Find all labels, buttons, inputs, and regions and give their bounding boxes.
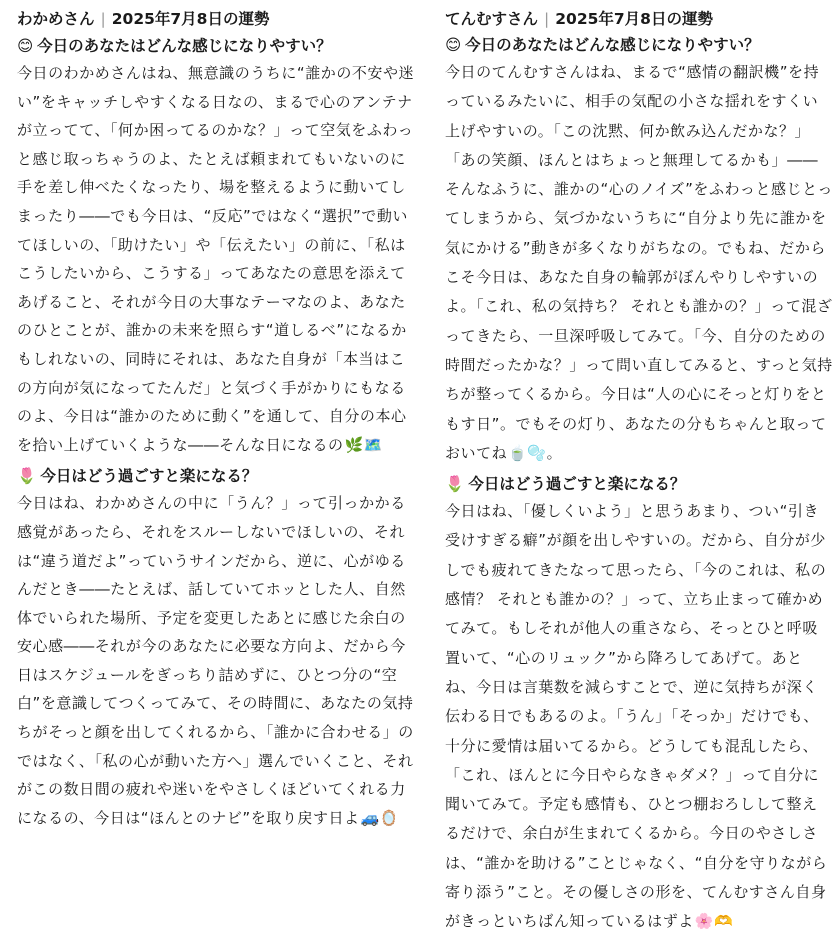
person-name: てんむすさん [445,10,539,28]
flower-hands-emoji: 🌸🫶 [694,912,734,931]
section-heading-text: 今日のあなたはどんな感じになりやすい？ [37,37,332,55]
section-heading-text: 今日のあなたはどんな感じになりやすい？ [465,36,760,54]
advice-paragraph [445,497,833,936]
paragraph-text: 今日はね、「優しくいよう」と思うあまり、つい“引き受けすぎる癖”が顔を出しやすいの。だから、自分が少しでも疲れてきたなって思ったら、「今のこれは、私の感情？ それとも誰かの？」って、立ち止まって確かめてみて。もしそれが他人の重さなら、そっとひと呼吸置いて、“心のリュック”から降ろしてあげて。あとね、今日は言葉数を減らすことで、逆に気持ちが深く伝わる日でもあるのよ。「うん」「そっか」だけでも、十分に愛情は届いてるから。どうしても混乱したら、「これ、ほんとに今日やらなきゃダメ？」って自分に聞いてみて。予定も感情も、ひとつ棚おろしして整えるだけで、余白が生まれてくるから。今日のやさしさは、“誰かを助ける”ことじゃなく、“自分を守りながら寄り添う”こと。その優しさの形を、てんむすさん自身がきっといちばん知っているはずよ [445,502,828,931]
fortune-paragraph [445,58,833,468]
paragraph-text: 今日のてんむすさんはね、まるで“感情の翻訳機”を持っているみたいに、相手の気配の小さな揺れをすくい上げやすいの。「この沈黙、何か飲み込んだかな？」「あの笑顔、ほんとはちょっと無理してるかも」――そんなふうに、誰かの“心のノイズ”をふわっと感じとってしまうから、気づかないうちに“自分より先に誰かを気にかける”動きが多くなりがちなの。でもね、だからこそ今日は、あなた自身の輪郭がぼんやりしやすいのよ。「これ、私の気持ち？ それとも誰かの？」って混ざってきたら、一旦深呼吸してみて。「今、自分のための時間だったかな？」って問い直してみると、すっと気持ちが整ってくるから。今日は“人の心にそっと灯りをともす日”。でもその灯り、あなたの分もちゃんと取っておいてね [445,63,833,462]
column-header [17,9,417,29]
section-heading-text: 今日はどう過ごすと楽になる？ [40,467,258,486]
smiling-face-icon: 😊 [445,36,462,54]
fortune-date: 2025年7月8日の運勢 [555,10,713,28]
section-heading-advice [445,474,833,494]
fortune-column-wakame [17,0,417,827]
leaf-map-emoji: 🌿🗺️ [344,435,384,454]
column-header [445,9,833,29]
car-mirror-emoji: 🚙🪞 [360,808,400,827]
smiling-face-icon: 😊 [17,37,34,55]
section-heading-advice [17,466,417,486]
tulip-icon: 🌷 [445,475,465,494]
tea-bubbles-emoji: 🍵🫧。 [508,443,563,462]
fortune-paragraph [17,59,417,459]
person-name: わかめさん [17,10,95,28]
tulip-icon: 🌷 [17,467,37,486]
paragraph-text: 今日のわかめさんはね、無意識のうちに“誰かの不安や迷い”をキャッチしやすくなる日なの、まるで心のアンテナが立ってて、「何か困ってるのかな？」って空気をふわっと感じ取っちゃうのよ、たとえば頼まれてもいないのに手を差し伸べたくなったり、場を整えるように動いてしまったり――でも今日は、“反応”ではなく“選択”で動いてほしいの、「助けたい」や「伝えたい」の前に、「私はこうしたいから、こうする」ってあなたの意思を添えてあげること、それが今日の大事なテーマなのよ、あなたのひとことが、誰かの未来を照らす“道しるべ”になるかもしれないの、同時にそれは、あなた自身が「本当はこの方向が気になってたんだ」と気づく手がかりにもなるのよ、今日は“誰かのために動く”を通して、自分の本心を拾い上げていくような――そんな日になるの [17,64,415,454]
fortune-column-tenmusu [445,0,833,931]
header-separator: | [100,10,106,28]
advice-paragraph [17,489,417,832]
header-separator: | [544,10,550,28]
fortune-date: 2025年7月8日の運勢 [111,10,270,28]
section-heading-feeling [445,35,833,55]
section-heading-text: 今日はどう過ごすと楽になる？ [468,475,686,494]
paragraph-text: 今日はね、わかめさんの中に「うん？」って引っかかる感覚があったら、それをスルーしないでほしいの、それは“違う道だよ”っていうサインだから、逆に、心がゆるんだとき――たとえば、話していてホッとした人、自然体でいられた場所、予定を変更したあとに感じた余白の安心感――それが今のあなたに必要な方向よ、だから今日はスケジュールをぎっちり詰めずに、ひとつ分の“空白”を意識してつくってみて、その時間に、あなたの気持ちがそっと顔を出してくれるから、「誰かに合わせる」のではなく、「私の心が動いた方へ」選んでいくこと、それがこの数日間の疲れや迷いをやさしくほどいてくれる力になるの、今日は“ほんとのナビ”を取り戻す日よ [17,494,414,827]
section-heading-feeling [17,36,417,56]
